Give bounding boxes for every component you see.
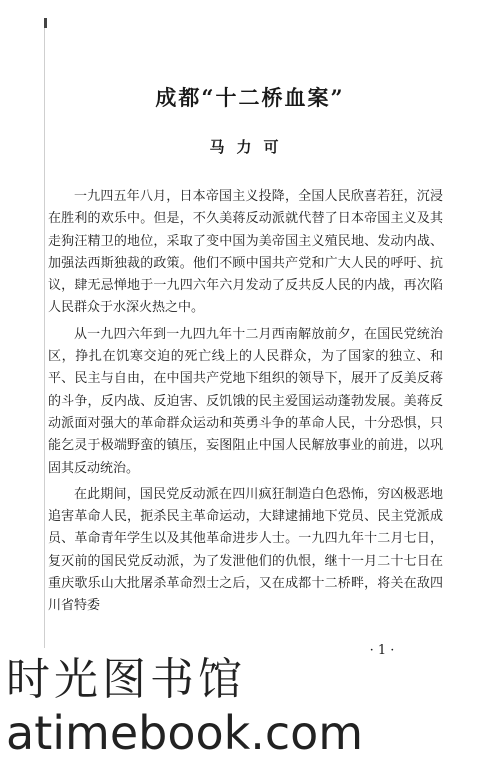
author-name: 马力可: [209, 138, 291, 156]
watermark-site-name: 时光图书馆: [6, 654, 246, 705]
scan-mark: [44, 18, 47, 28]
paragraph: 在此期间，国民党反动派在四川疯狂制造白色恐怖，穷凶极恶地追害革命人民，扼杀民主革命运动，大肆逮捕地下党员、民主党派成员、革命青年学生以及其他革命进步人士。一九四九年十二月七日，复灭前的国民党反动派，为了发泄他们的仇恨，继十一月二十七日在重庆歌乐山大批屠杀革命烈士之后，又在成都十二桥畔，将关在敌四川省特委: [48, 486, 443, 614]
paragraph: 一九四五年八月，日本帝国主义投降，全国人民欣喜若狂，沉浸在胜利的欢乐中。但是，不久美蒋反动派就代替了日本帝国主义及其走狗汪精卫的地位，采取了变中国为美帝国主义殖民地、发动内战、加强法西斯独裁的政策。他们不顾中国共产党和广大人民的呼吁、抗议，肆无忌惮地于一九四六年六月发动了反共反人民的内战，再次陷人民群众于水深火热之中。: [48, 189, 443, 316]
watermark-url: atimebook.com: [6, 706, 364, 760]
page-edge: [44, 18, 45, 648]
article-body: [48, 186, 443, 622]
article-title: 成都“十二桥血案”: [155, 85, 345, 110]
page-number: · 1 ·: [369, 643, 395, 658]
paragraph: 从一九四六年到一九四九年十二月西南解放前夕，在国民党统治区，挣扎在饥寒交迫的死亡线上的人民群众，为了国家的独立、和平、民主与自由，在中国共产党地下组织的领导下，展开了反美反蒋的斗争，反内战、反迫害、反饥饿的民主爱国运动蓬勃发展。美蒋反动派面对强大的革命群众运动和英勇斗争的革命人民，十分恐惧，只能乞灵于极端野蛮的镇压，妄图阻止中国人民解放事业的前进，以巩固其反动统治。: [48, 326, 443, 476]
